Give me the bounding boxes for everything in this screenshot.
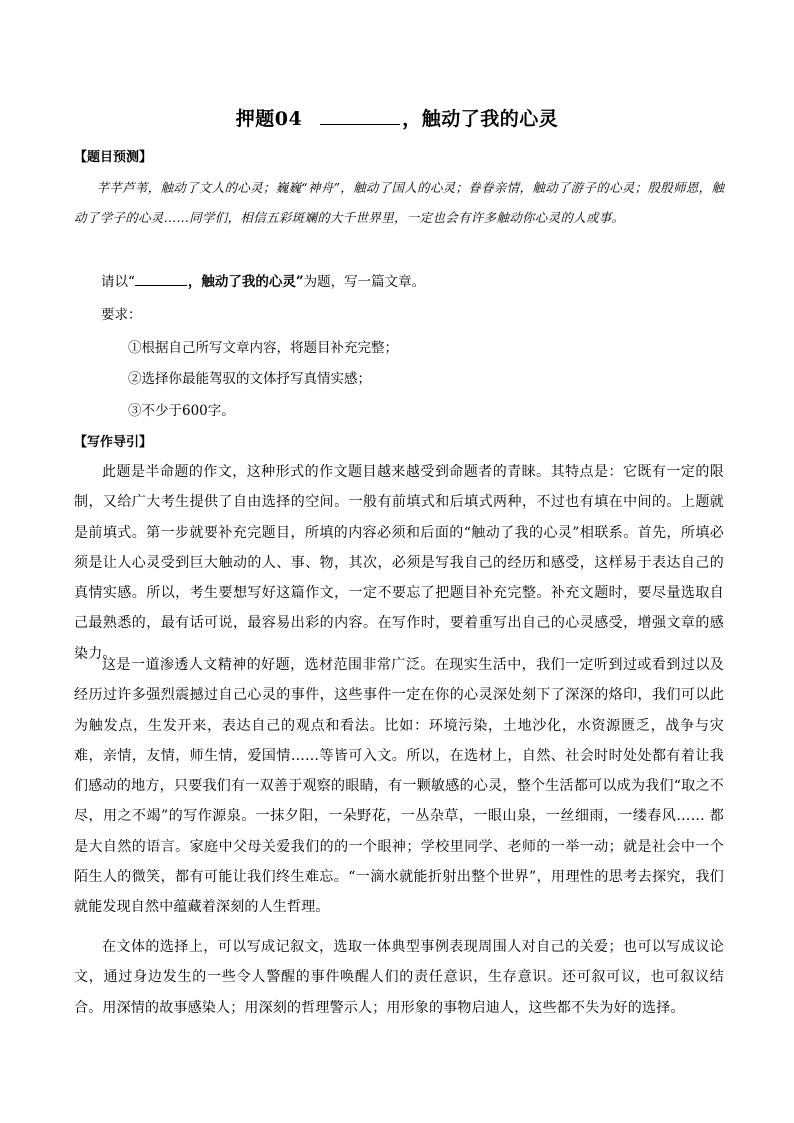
requirement-item-3: ③不少于600字。 bbox=[128, 403, 235, 419]
requirement-item-1: ①根据自己所写文章内容，将题目补充完整； bbox=[128, 340, 398, 356]
guide-paragraph-1: 此题是半命题的作文，这种形式的作文题目越来越受到命题者的青睐。其特点是：它既有一定的限制，又给广大考生提供了自由选择的空间。一般有前填式和后填式两种，不过也有填在中间的。上题就是前填式。第一步就要补充完题目，所填的内容必须和后面的“触动了我的心灵”相联系。首先，所填必须是让人心灵受到巨大触动的人、事、物，其次，必须是写我自己的经历和感受，这样易于表达自己的真情实感。所以，考生要想写好这篇作文，一定不要忘了把题目补充完整。补充文题时，要尽量选取自己最熟悉的，最有话可说，最容易出彩的内容。在写作时，要着重写出自己的心灵感受，增强文章的感染力。 bbox=[74, 464, 724, 662]
prediction-heading: 【题目预测】 bbox=[74, 150, 153, 165]
guide-paragraph-3: 在文体的选择上，可以写成记叙文，选取一体典型事例表现周围人对自己的关爱；也可以写成议论文，通过身边发生的一些令人警醒的事件唤醒人们的责任意识，生存意识。还可叙可议，也可叙议结合。用深情的故事感染人；用深刻的哲理警示人；用形象的事物启迪人，这些都不失为好的选择。 bbox=[74, 939, 724, 1016]
requirement-item-2: ②选择你最能驾驭的文体抒写真情实感； bbox=[128, 371, 371, 387]
title-prefix: 押题04 bbox=[235, 108, 303, 130]
page-title bbox=[0, 104, 794, 131]
prompt-title-bold: ，触动了我的心灵” bbox=[187, 274, 304, 290]
prompt-blank-line bbox=[135, 273, 187, 286]
guide-paragraph-2: 这是一道渗透人文精神的好题，选材范围非常广泛。在现实生活中，我们一定听到过或看到过以及经历过许多强烈震撼过自己心灵的事件，这些事件一定在你的心灵深处刻下了深深的烙印，我们可以此为触发点，生发开来，表达自己的观点和看法。比如：环境污染，土地沙化，水资源匮乏，战争与灾难，亲情，友情，师生情，爱国情……等皆可入文。所以，在选材上，自然、社会时时处处都有着让我们感动的地方，只要我们有一双善于观察的眼睛，有一颗敏感的心灵，整个生活都可以成为我们“取之不尽，用之不竭”的写作源泉。一抹夕阳，一朵野花，一丛杂草，一眼山泉，一丝细雨，一缕春风…… 都是大自然的语言。家庭中父母关爱我们的的一个眼神；学校里同学、老师的一举一动；就是社会中一个陌生人的微笑，都有可能让我们终生难忘。“一滴水就能折射出整个世界”，用理性的思考去探究，我们就能发现自然中蕴藏着深刻的人生哲理。 bbox=[74, 657, 724, 916]
guide-heading: 【写作导引】 bbox=[74, 435, 153, 450]
prompt-open-quote: 请以“ bbox=[101, 274, 135, 290]
title-blank-line bbox=[320, 108, 400, 125]
writing-prompt bbox=[101, 270, 425, 290]
prompt-instruction: 为题，写一篇文章。 bbox=[303, 274, 426, 290]
requirements-label: 要求： bbox=[101, 307, 142, 323]
title-suffix: ，触动了我的心灵 bbox=[402, 108, 559, 130]
prediction-lead-text: 芊芊芦苇，触动了文人的心灵；巍巍“神舟”，触动了国人的心灵；眷眷亲情，触动了游子的心灵；殷殷师恩，触动了学子的心灵……同学们，相信五彩斑斓的大千世界里，一定也会有许多触动你心灵的人或事。 bbox=[74, 180, 725, 225]
